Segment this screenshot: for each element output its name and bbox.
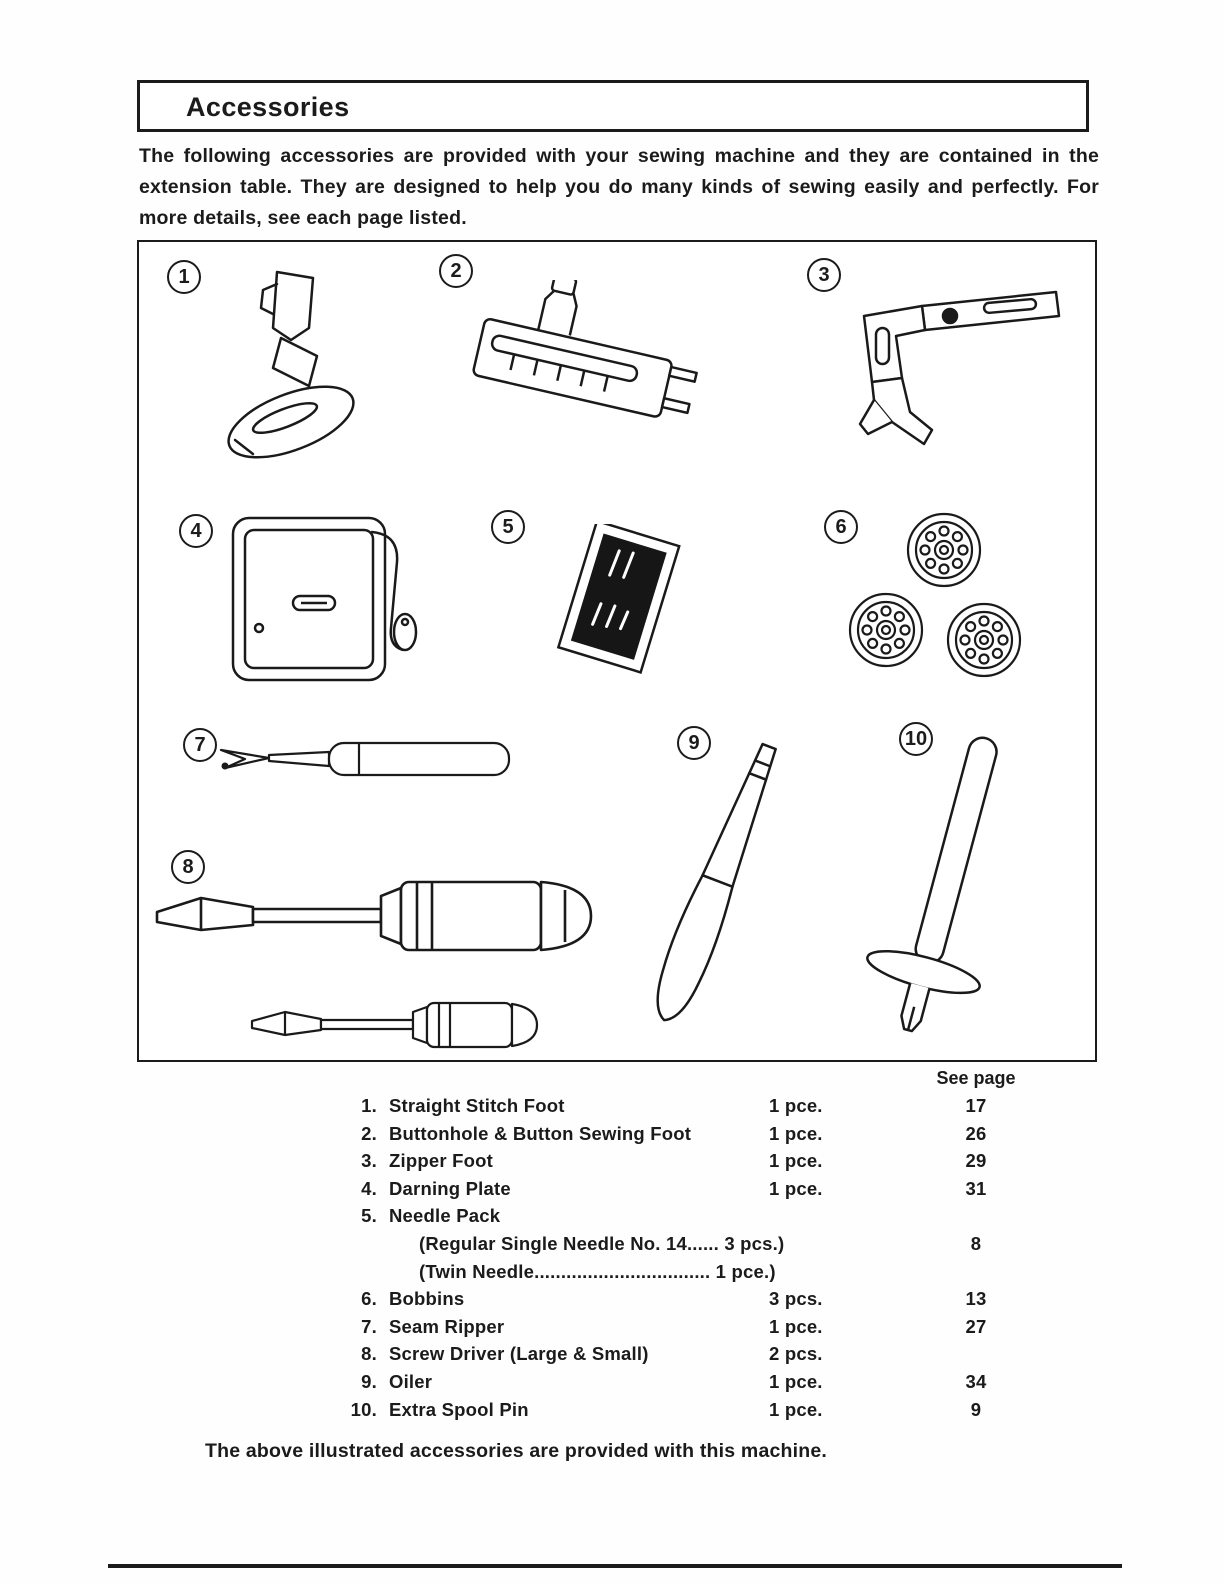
- table-row-twin-needle: [335, 1258, 1051, 1286]
- item-label: (Twin Needle................................. 1 pce.): [419, 1260, 776, 1282]
- item-number: 5.: [361, 1205, 377, 1227]
- table-row-buttonhole-foot: [335, 1120, 1051, 1148]
- item-page: [901, 1340, 1051, 1368]
- item-page: 8: [970, 1232, 982, 1254]
- item-page: 31: [965, 1177, 987, 1199]
- bottom-divider: [108, 1564, 1122, 1568]
- needle-pack-illustration: [539, 524, 694, 674]
- item-number: 8.: [361, 1343, 377, 1365]
- footer-note: The above illustrated accessories are provided with this machine.: [205, 1440, 828, 1462]
- table-row-needle-pack: [335, 1202, 1051, 1230]
- figure-label-6: 6: [824, 510, 858, 544]
- item-quantity: 1 pce.: [769, 1177, 823, 1199]
- table-row-zipper-foot: [335, 1147, 1051, 1175]
- item-quantity: [769, 1258, 889, 1286]
- item-page: [901, 1202, 1051, 1230]
- item-number: [335, 1230, 377, 1258]
- table-row-oiler: [335, 1368, 1051, 1396]
- item-number: 10.: [350, 1398, 377, 1420]
- item-page: 34: [965, 1370, 987, 1392]
- table-row-screw-driver: [335, 1340, 1051, 1368]
- table-row-straight-stitch-foot: [335, 1092, 1051, 1120]
- straight-stitch-foot-illustration: [219, 264, 369, 479]
- table-row-extra-spool-pin: [335, 1396, 1051, 1424]
- figure-label-2: 2: [439, 254, 473, 288]
- item-page: 26: [965, 1122, 987, 1144]
- figure-label-10: 10: [899, 722, 933, 756]
- title-box: [137, 80, 1089, 132]
- item-quantity: [769, 1202, 889, 1230]
- item-number: 1.: [361, 1095, 377, 1116]
- item-page: 13: [965, 1288, 987, 1310]
- item-label: Zipper Foot: [389, 1150, 493, 1172]
- figure-label-5: 5: [491, 510, 525, 544]
- item-number: [335, 1258, 377, 1286]
- item-quantity: 1 pce.: [769, 1370, 823, 1392]
- screw-driver-large-illustration: [151, 870, 606, 967]
- item-quantity: 2 pcs.: [769, 1343, 823, 1365]
- buttonhole-button-sewing-foot-illustration: [464, 280, 709, 465]
- screw-driver-small-illustration: [247, 994, 542, 1056]
- item-label: Extra Spool Pin: [389, 1398, 529, 1420]
- table-row-bobbins: [335, 1285, 1051, 1313]
- item-quantity: [769, 1230, 889, 1258]
- figure-label-3: 3: [807, 258, 841, 292]
- figure-label-9: 9: [677, 726, 711, 760]
- item-label: Bobbins: [389, 1288, 465, 1310]
- item-label: Buttonhole & Button Sewing Foot: [389, 1122, 692, 1144]
- figure-label-1: 1: [167, 260, 201, 294]
- item-number: 7.: [361, 1315, 377, 1337]
- item-label: (Regular Single Needle No. 14...... 3 pcs.): [419, 1232, 785, 1254]
- item-label: Straight Stitch Foot: [389, 1095, 565, 1116]
- item-number: 2.: [361, 1122, 377, 1144]
- item-label: Oiler: [389, 1370, 433, 1392]
- figure-label-8: 8: [171, 850, 205, 884]
- bobbins-illustration: [834, 502, 1029, 702]
- figure-label-7: 7: [183, 728, 217, 762]
- item-label: Needle Pack: [389, 1205, 501, 1227]
- figure-label-4: 4: [179, 514, 213, 548]
- table-row-darning-plate: [335, 1175, 1051, 1203]
- extra-spool-pin-illustration: [851, 724, 1026, 1046]
- item-quantity: 1 pce.: [769, 1398, 823, 1420]
- item-page: 27: [965, 1315, 987, 1337]
- item-label: Darning Plate: [389, 1177, 511, 1199]
- intro-paragraph: The following accessories are provided with your sewing machine and they are contained in the extension table. They are designed to help you do many kinds of sewing easily and perfectly. For more details, see each page listed.: [139, 145, 1099, 229]
- accessory-list: [335, 1092, 1051, 1423]
- see-page-header: See page: [936, 1068, 1016, 1088]
- accessories-figure-panel: [137, 240, 1097, 1062]
- item-number: 6.: [361, 1288, 377, 1310]
- item-page: 17: [965, 1095, 987, 1116]
- item-quantity: 1 pce.: [769, 1150, 823, 1172]
- zipper-foot-illustration: [834, 272, 1069, 477]
- item-page: 9: [970, 1398, 982, 1420]
- item-number: 3.: [361, 1150, 377, 1172]
- item-quantity: 1 pce.: [769, 1095, 823, 1116]
- item-page: 29: [965, 1150, 987, 1172]
- table-row-seam-ripper: [335, 1313, 1051, 1341]
- darning-plate-illustration: [221, 504, 436, 704]
- item-quantity: 1 pce.: [769, 1315, 823, 1337]
- item-quantity: 3 pcs.: [769, 1288, 823, 1310]
- table-row-regular-single-needle: [335, 1230, 1051, 1258]
- page-title: Accessories: [186, 92, 350, 122]
- item-label: Seam Ripper: [389, 1315, 505, 1337]
- item-number: 9.: [361, 1370, 377, 1392]
- item-page: [901, 1258, 1051, 1286]
- seam-ripper-illustration: [211, 730, 526, 792]
- item-quantity: 1 pce.: [769, 1122, 823, 1144]
- oiler-illustration: [631, 730, 796, 1048]
- item-label: Screw Driver (Large & Small): [389, 1343, 649, 1365]
- item-number: 4.: [361, 1177, 377, 1199]
